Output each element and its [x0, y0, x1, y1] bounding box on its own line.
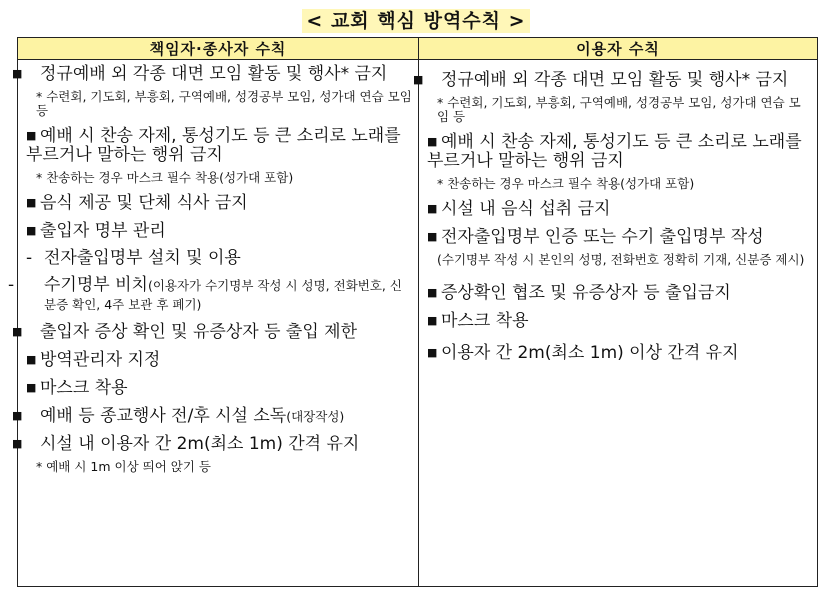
bullet-icon: ■ — [26, 129, 37, 142]
list-item: ■ 시설 내 음식 섭취 금지 — [427, 199, 611, 219]
list-note: * 찬송하는 경우 마스크 필수 착용(성가대 포함) — [36, 170, 294, 185]
bullet-icon: ■ — [12, 437, 23, 450]
list-item: ■ 시설 내 이용자 간 2m(최소 1m) 간격 유지 — [12, 434, 360, 454]
bullet-icon: ■ — [12, 325, 23, 338]
list-item: ■ 정규예배 외 각종 대면 모임 활동 및 행사* 금지 — [413, 70, 789, 90]
list-item: ■ 정규예배 외 각종 대면 모임 활동 및 행사* 금지 — [12, 64, 388, 84]
bullet-icon: ■ — [427, 230, 438, 243]
staff-rules-cell — [8, 60, 419, 587]
bullet-icon: ■ — [12, 409, 23, 422]
header-user-rules: 이용자 수칙 — [419, 38, 818, 60]
list-item: ■ 마스크 착용 — [26, 378, 128, 398]
list-item: ■ 예배 시 찬송 자제, 통성기도 등 큰 소리로 노래를 부르거나 말하는 행위 금지 — [427, 132, 802, 171]
list-note: * 수련회, 기도회, 부흥회, 구역예배, 성경공부 모임, 성가대 연습 모임 등 — [437, 95, 801, 124]
list-item: ■ 마스크 착용 — [427, 311, 529, 331]
header-staff-rules: 책임자·종사자 수칙 — [18, 38, 419, 60]
list-item: ■ 음식 제공 및 단체 식사 금지 — [26, 193, 248, 213]
list-item: ■ 출입자 명부 관리 — [26, 221, 166, 241]
list-item: ■ 예배 등 종교행사 전/후 시설 소독(대장작성) — [12, 406, 345, 426]
list-note: * 수련회, 기도회, 부흥회, 구역예배, 성경공부 모임, 성가대 연습 모임 등 — [36, 89, 412, 118]
bullet-icon: ■ — [26, 196, 37, 209]
rules-table — [8, 37, 818, 587]
list-item: ■ 증상확인 협조 및 유증상자 등 출입금지 — [427, 283, 731, 303]
list-item: ■ 전자출입명부 인증 또는 수기 출입명부 작성 — [427, 227, 764, 247]
bullet-icon: ■ — [427, 202, 438, 215]
bullet-icon: ■ — [26, 224, 37, 237]
list-note: * 예배 시 1m 이상 띄어 앉기 등 — [36, 459, 211, 474]
sub-list-item: - 전자출입명부 설치 및 이용 — [26, 248, 241, 268]
list-item: ■ 예배 시 찬송 자제, 통성기도 등 큰 소리로 노래를 부르거나 말하는 행위 금지 — [26, 126, 401, 165]
list-item: ■ 출입자 증상 확인 및 유증상자 등 출입 제한 — [12, 322, 358, 342]
bullet-icon: ■ — [427, 314, 438, 327]
bullet-icon: ■ — [12, 67, 23, 80]
user-rules-cell — [413, 60, 818, 587]
bullet-icon: ■ — [427, 346, 438, 359]
list-item: ■ 방역관리자 지정 — [26, 350, 161, 370]
document-title: < 교회 핵심 방역수칙 > — [0, 6, 832, 33]
bullet-icon: ■ — [26, 381, 37, 394]
bullet-icon: ■ — [427, 286, 438, 299]
sub-list-item: - 수기명부 비치(이용자가 수기명부 작성 시 성명, 전화번호, 신분증 확인, 4주 보관 후 폐기) — [8, 275, 402, 312]
bullet-icon: ■ — [26, 353, 37, 366]
list-item: ■ 이용자 간 2m(최소 1m) 이상 간격 유지 — [427, 343, 739, 363]
bullet-icon: ■ — [427, 135, 438, 148]
bullet-icon: ■ — [413, 73, 424, 86]
list-note: * 찬송하는 경우 마스크 필수 착용(성가대 포함) — [437, 176, 695, 191]
list-note: (수기명부 작성 시 본인의 성명, 전화번호 정확히 기재, 신분증 제시) — [437, 252, 805, 267]
